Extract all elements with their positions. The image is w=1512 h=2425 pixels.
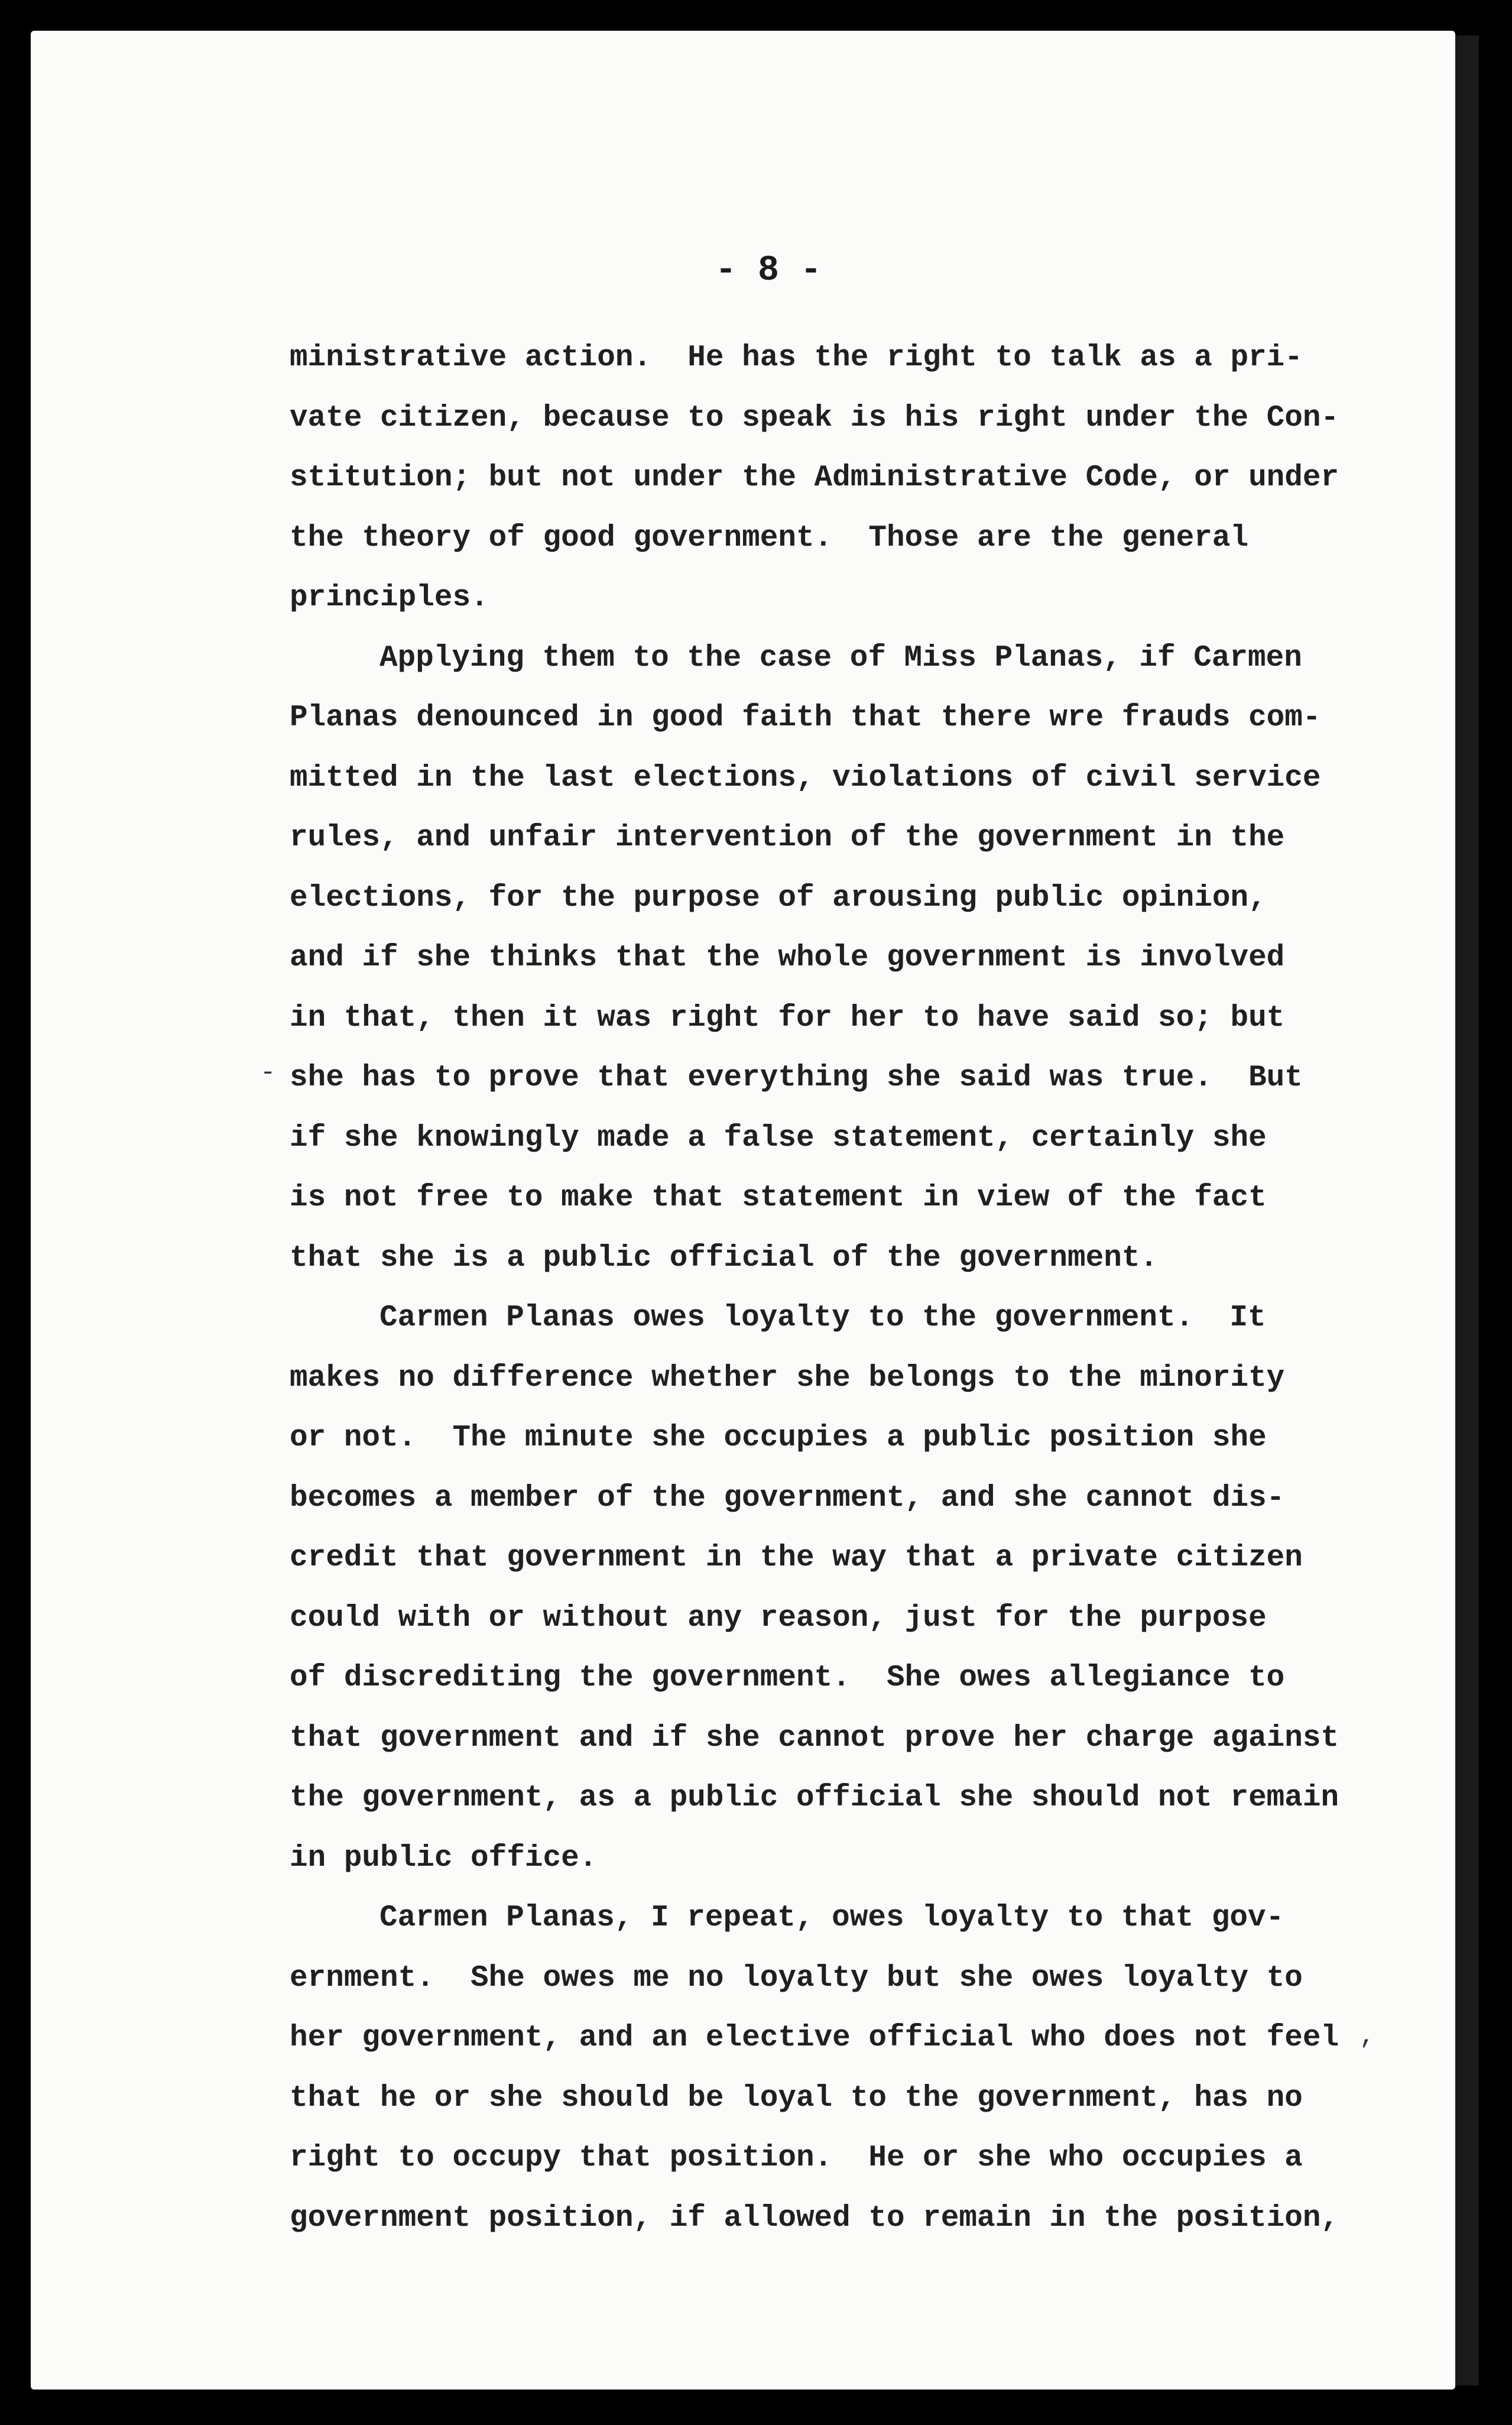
text-line: elections, for the purpose of arousing public opinion,: [290, 881, 1267, 915]
text-line: and if she thinks that the whole government is involved: [290, 941, 1285, 975]
text-line: the government, as a public official she should not remain: [290, 1781, 1339, 1815]
text-line: of discrediting the government. She owes allegiance to: [290, 1661, 1285, 1695]
text-line: Planas denounced in good faith that there wre frauds com-: [290, 701, 1321, 735]
text-line: she has to prove that everything she said was true. But: [290, 1061, 1303, 1095]
text-line: right to occupy that position. He or she who occupies a: [290, 2141, 1303, 2175]
text-line: that she is a public official of the government.: [290, 1241, 1159, 1275]
text-line: the theory of good government. Those are the general: [290, 521, 1249, 555]
text-line: rules, and unfair intervention of the government in the: [290, 821, 1285, 855]
text-line: her government, and an elective official who does not feel: [290, 2021, 1339, 2055]
text-line: mitted in the last elections, violations of civil service: [290, 761, 1321, 795]
text-line: could with or without any reason, just for the purpose: [290, 1601, 1267, 1635]
text-line: in public office.: [290, 1841, 598, 1875]
text-line: ernment. She owes me no loyalty but she owes loyalty to: [290, 1961, 1303, 1995]
text-line: that he or she should be loyal to the government, has no: [290, 2081, 1303, 2115]
text-line: Carmen Planas, I repeat, owes loyalty to that gov-: [379, 1901, 1284, 1935]
body-text: [290, 328, 1354, 2248]
text-line: Applying them to the case of Miss Planas, if Carmen: [379, 641, 1302, 675]
text-line: Carmen Planas owes loyalty to the government. It: [379, 1301, 1266, 1335]
margin-mark-left: -: [260, 1058, 276, 1088]
text-line: government position, if allowed to remain in the position,: [290, 2201, 1339, 2235]
text-line: becomes a member of the government, and she cannot dis-: [290, 1481, 1285, 1515]
text-line: is not free to make that statement in view of the fact: [290, 1181, 1267, 1215]
text-line: stitution; but not under the Administrative Code, or under: [290, 461, 1339, 495]
page-edge-shadow: [1455, 35, 1479, 2385]
page-number: - 8 -: [715, 251, 822, 291]
text-line: credit that government in the way that a private citizen: [290, 1541, 1303, 1575]
text-line: or not. The minute she occupies a public position she: [290, 1421, 1267, 1455]
text-line: in that, then it was right for her to have said so; but: [290, 1001, 1285, 1035]
text-line: principles.: [290, 581, 489, 615]
text-line: makes no difference whether she belongs to the minority: [290, 1361, 1285, 1395]
text-line: that government and if she cannot prove her charge against: [290, 1721, 1339, 1755]
margin-mark-right: ,: [1359, 2022, 1375, 2051]
text-line: if she knowingly made a false statement, certainly she: [290, 1121, 1267, 1155]
text-line: ministrative action. He has the right to talk as a pri-: [290, 341, 1303, 375]
text-line: vate citizen, because to speak is his right under the Con-: [290, 401, 1339, 435]
